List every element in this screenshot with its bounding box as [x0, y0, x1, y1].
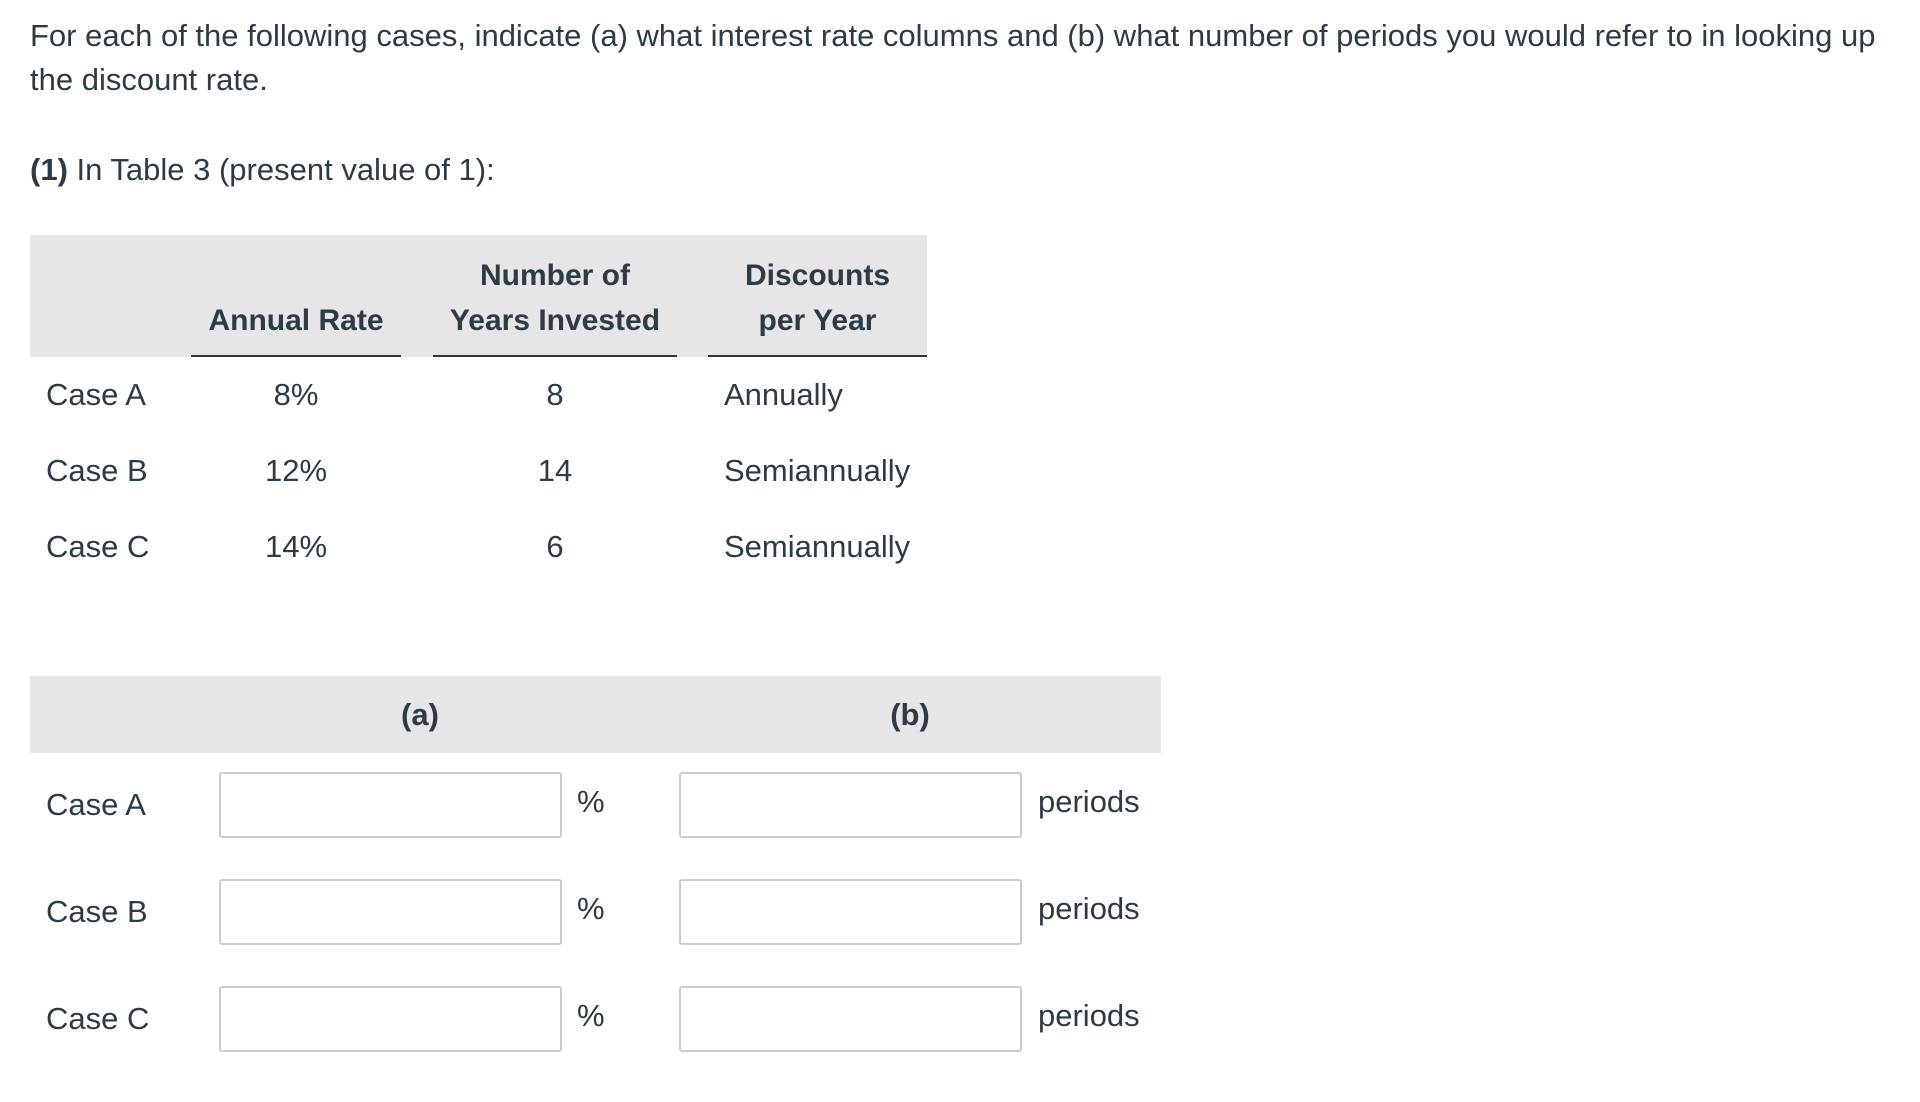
given-row-case-c — [30, 509, 927, 585]
header-years-line1: Number of — [480, 259, 630, 292]
answer-row-case-a — [30, 772, 1161, 838]
header-years-line2: Years Invested — [449, 304, 661, 337]
answer-table — [30, 676, 1161, 1076]
header-disc-line2: per Year — [758, 304, 877, 337]
discounts-per-year-value: Annually — [724, 377, 843, 412]
case-b-periods-input[interactable] — [679, 879, 1022, 945]
case-label: Case B — [46, 894, 148, 929]
part-text: In Table 3 (present value of 1): — [67, 152, 495, 187]
percent-unit: % — [577, 784, 605, 819]
case-a-rate-input[interactable] — [219, 772, 562, 838]
case-c-periods-input[interactable] — [679, 986, 1022, 1052]
answer-row-case-b — [30, 879, 1161, 945]
case-b-rate-input[interactable] — [219, 879, 562, 945]
part-number: (1) — [30, 152, 68, 187]
annual-rate-value: 8% — [273, 377, 319, 412]
given-row-case-b — [30, 433, 927, 509]
part-heading — [30, 148, 495, 192]
case-label: Case B — [46, 453, 148, 488]
case-label: Case A — [46, 787, 146, 822]
annual-rate-value: 14% — [264, 529, 328, 564]
given-row-case-a — [30, 357, 927, 433]
case-label: Case C — [46, 529, 150, 564]
header-discounts-per-year — [708, 235, 927, 357]
case-c-rate-input[interactable] — [219, 986, 562, 1052]
discounts-per-year-value: Semiannually — [724, 529, 911, 564]
header-years-invested — [433, 235, 677, 357]
periods-unit: periods — [1038, 891, 1140, 926]
years-invested-value: 6 — [546, 529, 564, 564]
answer-row-case-c — [30, 986, 1161, 1052]
annual-rate-value: 12% — [264, 453, 328, 488]
given-data-table — [30, 235, 927, 571]
periods-unit: periods — [1038, 784, 1140, 819]
header-annual-rate-label: Annual Rate — [208, 304, 384, 337]
case-label: Case A — [46, 377, 146, 412]
header-annual-rate — [191, 235, 401, 357]
header-b: (b) — [890, 697, 930, 732]
percent-unit: % — [577, 891, 605, 926]
case-label: Case C — [46, 1001, 150, 1036]
header-a: (a) — [401, 697, 439, 732]
periods-unit: periods — [1038, 998, 1140, 1033]
header-disc-line1: Discounts — [744, 259, 891, 292]
case-a-periods-input[interactable] — [679, 772, 1022, 838]
years-invested-value: 14 — [537, 453, 573, 488]
percent-unit: % — [577, 998, 605, 1033]
question-intro: For each of the following cases, indicate (a) what interest rate columns and (b) what number of periods you would refer to in looking up the discount rate. — [30, 18, 1876, 97]
discounts-per-year-value: Semiannually — [724, 453, 911, 488]
years-invested-value: 8 — [546, 377, 564, 412]
